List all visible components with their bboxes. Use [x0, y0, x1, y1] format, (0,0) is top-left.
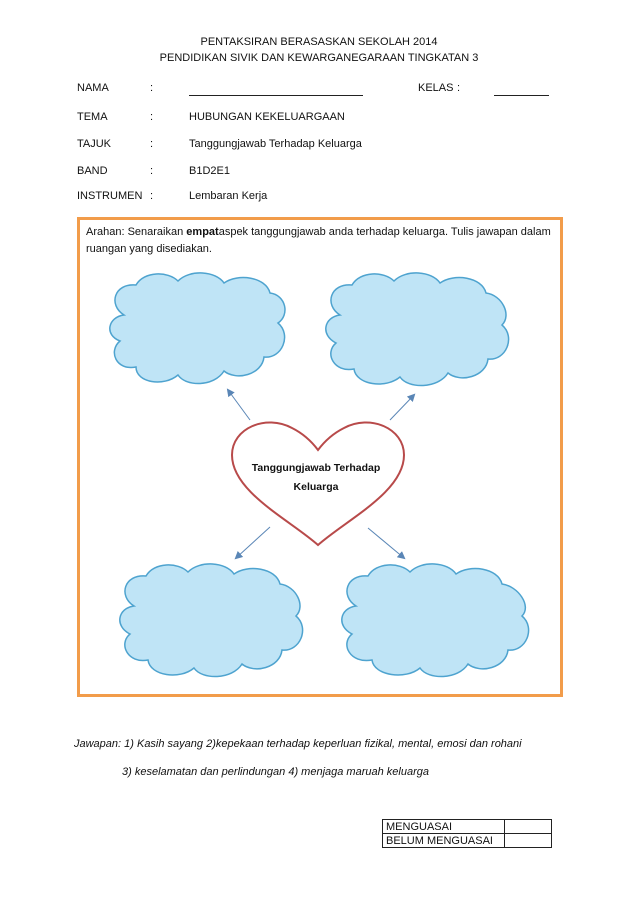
not-mastered-checkbox[interactable] — [505, 834, 552, 848]
instrumen-label: INSTRUMEN — [77, 190, 143, 202]
instrumen-colon: : — [150, 190, 154, 202]
kelas-colon: : — [457, 82, 461, 94]
tema-label: TEMA — [77, 111, 108, 123]
nama-label: NAMA — [77, 82, 109, 94]
table-row — [383, 820, 552, 834]
header-subtitle: PENDIDIKAN SIVIK DAN KEWARGANEGARAAN TINGKATAN 3 — [159, 52, 479, 64]
kelas-label: KELAS — [418, 82, 454, 94]
not-mastered-label: BELUM MENGUASAI — [383, 834, 505, 848]
tema-value: HUBUNGAN KEKELUARGAAN — [189, 111, 345, 123]
center-label-line1: Tanggungjawab Terhadap — [251, 462, 381, 474]
answer-line-2: 3) keselamatan dan perlindungan 4) menjaga maruah keluarga — [122, 766, 429, 778]
arrow-to-bottom-left — [236, 527, 270, 558]
center-label-line2: Keluarga — [293, 481, 339, 493]
arrow-to-top-left — [228, 390, 250, 420]
band-colon: : — [150, 165, 154, 177]
table-row — [383, 834, 552, 848]
mastered-label: MENGUASAI — [383, 820, 505, 834]
header-title: PENTAKSIRAN BERASASKAN SEKOLAH 2014 — [200, 36, 438, 48]
band-label: BAND — [77, 165, 108, 177]
answer-cloud-bottom-right[interactable] — [342, 564, 529, 677]
arrow-to-bottom-right — [368, 528, 404, 558]
answer-cloud-top-left[interactable] — [110, 273, 285, 384]
instruction-emphasis: empat — [186, 226, 219, 238]
mastered-checkbox[interactable] — [505, 820, 552, 834]
tajuk-value: Tanggungjawab Terhadap Keluarga — [189, 138, 362, 150]
nama-colon: : — [150, 82, 154, 94]
answer-cloud-bottom-left[interactable] — [120, 564, 303, 677]
tajuk-colon: : — [150, 138, 154, 150]
instrumen-value: Lembaran Kerja — [189, 190, 268, 202]
mastery-status-table — [382, 819, 552, 848]
tajuk-label: TAJUK — [77, 138, 112, 150]
band-value: B1D2E1 — [189, 165, 230, 177]
arrow-to-top-right — [390, 395, 414, 420]
instruction-suffix: aspek tanggungjawab anda terhadap keluarga. Tulis jawapan dalam ruangan yang disediakan. — [86, 226, 551, 255]
tema-colon: : — [150, 111, 154, 123]
instruction-prefix: Arahan: Senaraikan — [86, 226, 187, 238]
answer-line-1: Jawapan: 1) Kasih sayang 2)kepekaan terhadap keperluan fizikal, mental, emosi dan rohani — [74, 738, 522, 750]
answer-cloud-top-right[interactable] — [326, 273, 509, 386]
